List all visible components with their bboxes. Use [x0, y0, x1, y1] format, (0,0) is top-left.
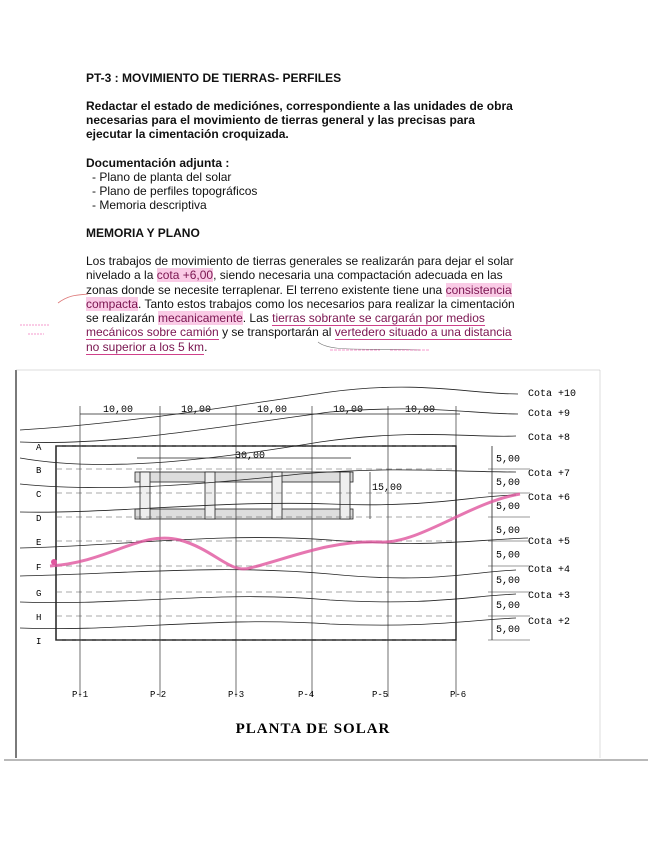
row-label: I [36, 637, 42, 647]
contour-line [20, 594, 516, 603]
plan-title: PLANTA DE SOLAR [235, 721, 391, 737]
profile-label: P-5 [372, 690, 389, 700]
row-label: E [36, 538, 42, 548]
highlight-consistencia: consistencia compacta [86, 282, 512, 311]
highlighted-terrain-line [50, 494, 520, 569]
building-height-dim: 15,00 [372, 483, 403, 494]
right-dimension-label: 5,00 [496, 601, 521, 612]
docs-item: - Plano de planta del solar [92, 170, 232, 184]
profile-label: P-1 [72, 690, 89, 700]
memoria-text: . Tanto estos trabajos como los necesarios para realizar la cimentación se realizarán [86, 296, 515, 326]
right-dimension-label: 5,00 [496, 576, 521, 587]
contour-line [20, 538, 528, 548]
row-label: A [36, 443, 42, 453]
highlight-tierras: tierras sobrante se cargarán por medios mecánicos sobre camión [86, 311, 485, 340]
building-dim: 30,00 [234, 451, 266, 462]
margin-annotations [0, 290, 655, 360]
profile-label: P-4 [298, 690, 315, 700]
right-dimension-label: 5,00 [496, 502, 521, 513]
right-dimension-label: 5,00 [496, 526, 521, 537]
contour-label: Cota +8 [528, 433, 571, 444]
top-dimension-label: 10,00 [180, 405, 212, 416]
solar-plan [0, 362, 655, 762]
row-label: D [36, 514, 42, 524]
right-dimension-label: 5,00 [496, 625, 521, 636]
page-title: PT-3 : MOVIMIENTO DE TIERRAS- PERFILES [86, 71, 342, 85]
memoria-heading: MEMORIA Y PLANO [86, 226, 200, 240]
memoria-text: Los trabajos de movimiento de tierras generales se realizarán para dejar el solar nivelado a la [86, 254, 514, 283]
profile-label: P-2 [150, 690, 167, 700]
profile-label: P-3 [228, 690, 245, 700]
row-label: F [36, 563, 42, 573]
highlight-mecanicamente: mecanicamente [158, 311, 243, 326]
docs-item: - Plano de perfiles topográficos [92, 184, 258, 198]
memoria-text: y se transportarán al [218, 325, 335, 340]
right-dimension-label: 5,00 [496, 550, 521, 562]
instructions: Redactar el estado de mediciónes, correspondiente a las unidades de obra necesarias para el movimiento de tierras general y las precisas para ejecutar la cimentación croquizada. [86, 99, 513, 141]
contour-line [20, 434, 516, 464]
top-dimension-label: 10,00 [404, 405, 436, 416]
contour-line [20, 570, 516, 578]
row-label: B [36, 466, 42, 476]
memoria-text: , siendo necesaria una compactación adecuada en las zonas donde se necesite terraplenar. El terreno existente tiene una [86, 268, 503, 297]
contour-label: Cota +5 [528, 537, 571, 548]
contour-label: Cota +2 [528, 617, 571, 628]
row-label: G [36, 589, 42, 599]
docs-item: - Memoria descriptiva [92, 198, 207, 212]
contour-line [20, 618, 516, 629]
memoria-text: . Las [242, 311, 273, 326]
docs-heading: Documentación adjunta : [86, 156, 230, 170]
top-dimension-label: 10,00 [256, 405, 288, 416]
contour-label: Cota +3 [528, 591, 571, 602]
highlight-vertedero: vertedero situado a una distancia no superior a los 5 km [86, 325, 512, 354]
row-label: H [36, 613, 42, 623]
contour-label: Cota +4 [528, 565, 571, 576]
highlight-start-point [51, 559, 57, 565]
contour-label: Cota +6 [528, 493, 571, 504]
top-dimension-label: 10,00 [102, 405, 134, 416]
contour-label: Cota +7 [528, 469, 571, 480]
contour-label: Cota +10 [528, 389, 577, 400]
memoria-text: . [204, 339, 208, 354]
building-foundation [135, 458, 370, 519]
right-dimension-label: 5,00 [496, 478, 521, 489]
profile-label: P-6 [450, 690, 467, 700]
row-label: C [36, 490, 42, 500]
highlight-cota: cota +6,00 [156, 268, 214, 283]
top-dimension-label: 10,00 [332, 405, 364, 416]
contour-label: Cota +9 [528, 409, 571, 420]
right-dimension-label: 5,00 [496, 454, 521, 466]
